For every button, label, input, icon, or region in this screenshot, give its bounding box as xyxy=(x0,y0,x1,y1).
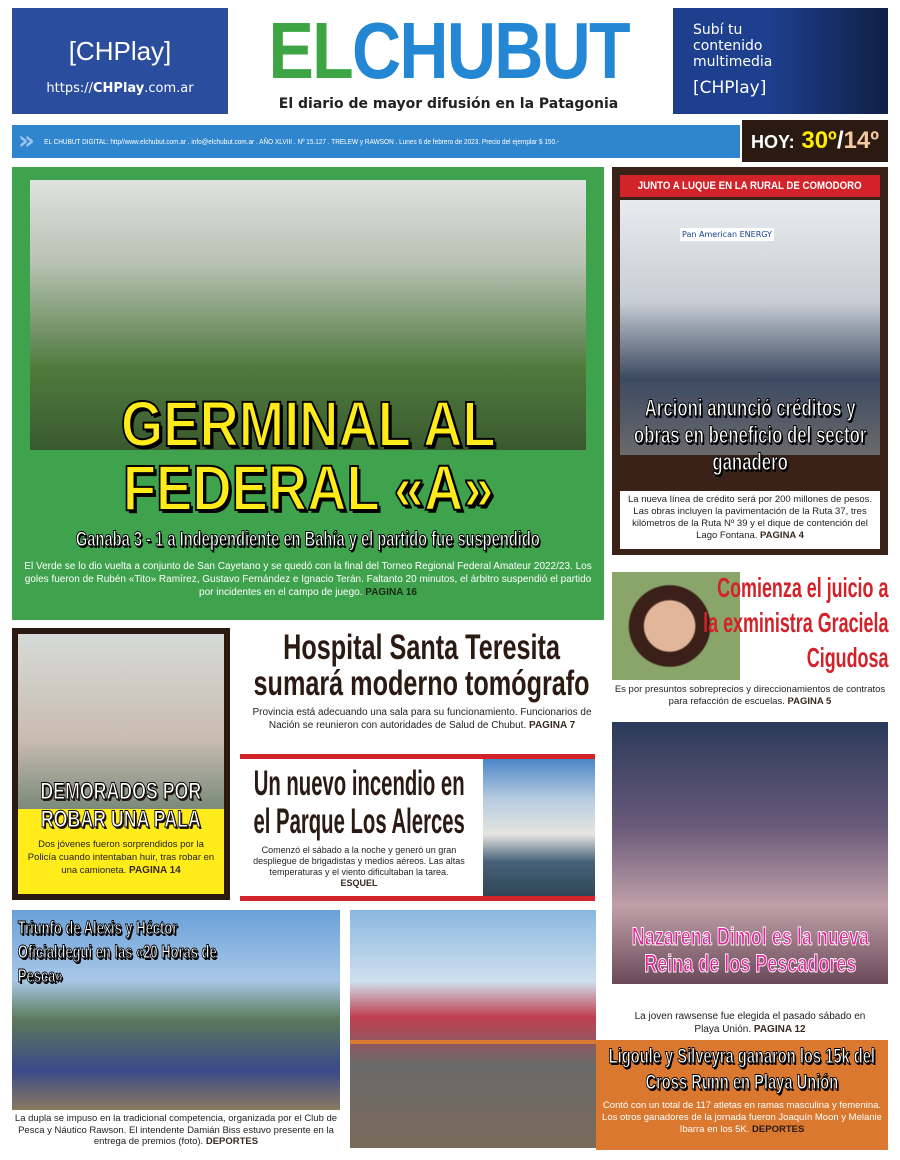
main-story[interactable] xyxy=(12,167,604,620)
cross-story[interactable] xyxy=(596,1040,888,1150)
pesca-headline: Triunfo de Alexis y Héctor Oficialdegui en las «20 Horas de Pesca» xyxy=(18,918,217,986)
pesca-story[interactable] xyxy=(12,910,340,1150)
ad-text: Subí tu xyxy=(693,22,743,38)
incendio-story[interactable] xyxy=(240,754,595,901)
tagline: El diario de mayor difusión en la Patagonia xyxy=(278,96,619,112)
chevron-right-icon: » xyxy=(18,126,35,156)
incendio-photo xyxy=(483,759,595,896)
main-headline: GERMINAL AL FEDERAL «A» xyxy=(120,388,496,524)
cross-band xyxy=(350,1040,596,1044)
reina-body: La joven rawsense fue elegida el pasado sábado en Playa Unión. PAGINA 12 xyxy=(634,1011,866,1035)
juicio-headline: Comienza el juicio a la exministra Graciela Cigudosa xyxy=(702,572,888,673)
juicio-body: Es por presuntos sobreprecios y direccionamientos de contratos para refacción de escuelas. PAGINA 5 xyxy=(614,684,886,707)
juicio-story[interactable] xyxy=(612,568,888,718)
ad-text: multimedia xyxy=(693,54,773,70)
hospital-headline: Hospital Santa Teresita sumará moderno tomógrafo xyxy=(253,628,591,703)
pala-headline: DEMORADOS POR ROBAR UNA PALA xyxy=(40,778,202,833)
arcioni-headline: Arcioni anunció créditos y obras en beneficio del sector ganadero xyxy=(633,395,867,476)
cross-photo xyxy=(350,910,596,1148)
kicker: JUNTO A LUQUE EN LA RURAL DE COMODORO xyxy=(620,175,880,197)
weather-box: HOY: 30º/14º xyxy=(742,120,888,162)
sign: Pan American ENERGY xyxy=(682,230,772,239)
chplay-ad-right[interactable] xyxy=(673,8,888,114)
chplay-brand: [CHPlay] xyxy=(68,36,172,66)
incendio-headline: Un nuevo incendio en el Parque Los Alerces xyxy=(253,764,465,841)
arcioni-body: La nueva línea de crédito será por 200 millones de pesos. Las obras incluyen la pavimentación de la Ruta 37, tres kilómetros de la Ruta Nº 39 y el dique de contención del Lago Fontana. PAGINA 4 xyxy=(620,491,880,549)
main-subhead: Ganaba 3 - 1 a Independiente en Bahía y el partido fue suspendido xyxy=(76,528,540,551)
arcioni-story[interactable] xyxy=(612,167,888,555)
reina-headline: Nazarena Dimol es la nueva Reina de los Pescadores xyxy=(631,923,869,978)
cross-headline: Ligoule y Silveyra ganaron los 15k del Cross Runn en Playa Unión xyxy=(608,1045,876,1094)
reina-story[interactable] xyxy=(612,722,888,1040)
pesca-body: La dupla se impuso en la tradicional competencia, organizada por el Club de Pesca y Náutico Rawson. El intendente Damián Biss estuvo presente en la entrega de premios (foto). DEPORTES xyxy=(14,1113,338,1147)
chplay-ad-left[interactable] xyxy=(12,8,228,114)
cross-body: Contó con un total de 117 atletas en ramas masculina y femenina. Los otros ganadores de la jornada fueron Joaquín Moon y Melanie Ibarra en los 5K. DEPORTES xyxy=(602,1100,882,1135)
chplay-brand: [CHPlay] xyxy=(693,78,767,98)
pala-story[interactable] xyxy=(12,628,230,900)
hospital-body: Provincia está adecuando una sala para su funcionamiento. Funcionarios de Nación se reunieron con autoridades de Salud de Chubut. PAGINA 7 xyxy=(252,707,592,731)
info-bar xyxy=(12,125,740,158)
main-body: El Verde se lo dio vuelta a conjunto de San Cayetano y se quedó con la final del Torneo Regional Federal Amateur 2022/23. Los goles fueron de Rubén «Tito» Ramírez, Gustavo Fernández e Ignacio Terán. Faltanto 20 minutos, el árbitro suspendió el partido por incidentes en el campo de juego. PAGINA 16 xyxy=(24,561,592,598)
hospital-story[interactable] xyxy=(238,630,606,750)
edition-info: EL CHUBUT DIGITAL: http//www.elchubut.com.ar . info@elchubut.com.ar . AÑO XLVIII . Nº 15.127 . TRELEW y RAWSON . Lunes 6 de febrero de 2023. Precio del ejemplar $ 150.- xyxy=(44,137,559,146)
ad-text: contenido xyxy=(693,38,763,54)
chplay-url: https://CHPlay.com.ar xyxy=(46,81,194,96)
masthead-logo: ELCHUBUT El diario de mayor difusión en la Patagonia xyxy=(232,8,665,118)
pala-caption: Dos jóvenes fueron sorprendidos por la Policía cuando intentaban huir, tras robar en una camioneta. PAGINA 14 xyxy=(18,809,224,894)
incendio-body: Comenzó el sábado a la noche y generó un gran despliegue de brigadistas y medios aéreos. Las altas temperaturas y el viento dificultaban la tarea. ESQUEL xyxy=(253,845,465,888)
